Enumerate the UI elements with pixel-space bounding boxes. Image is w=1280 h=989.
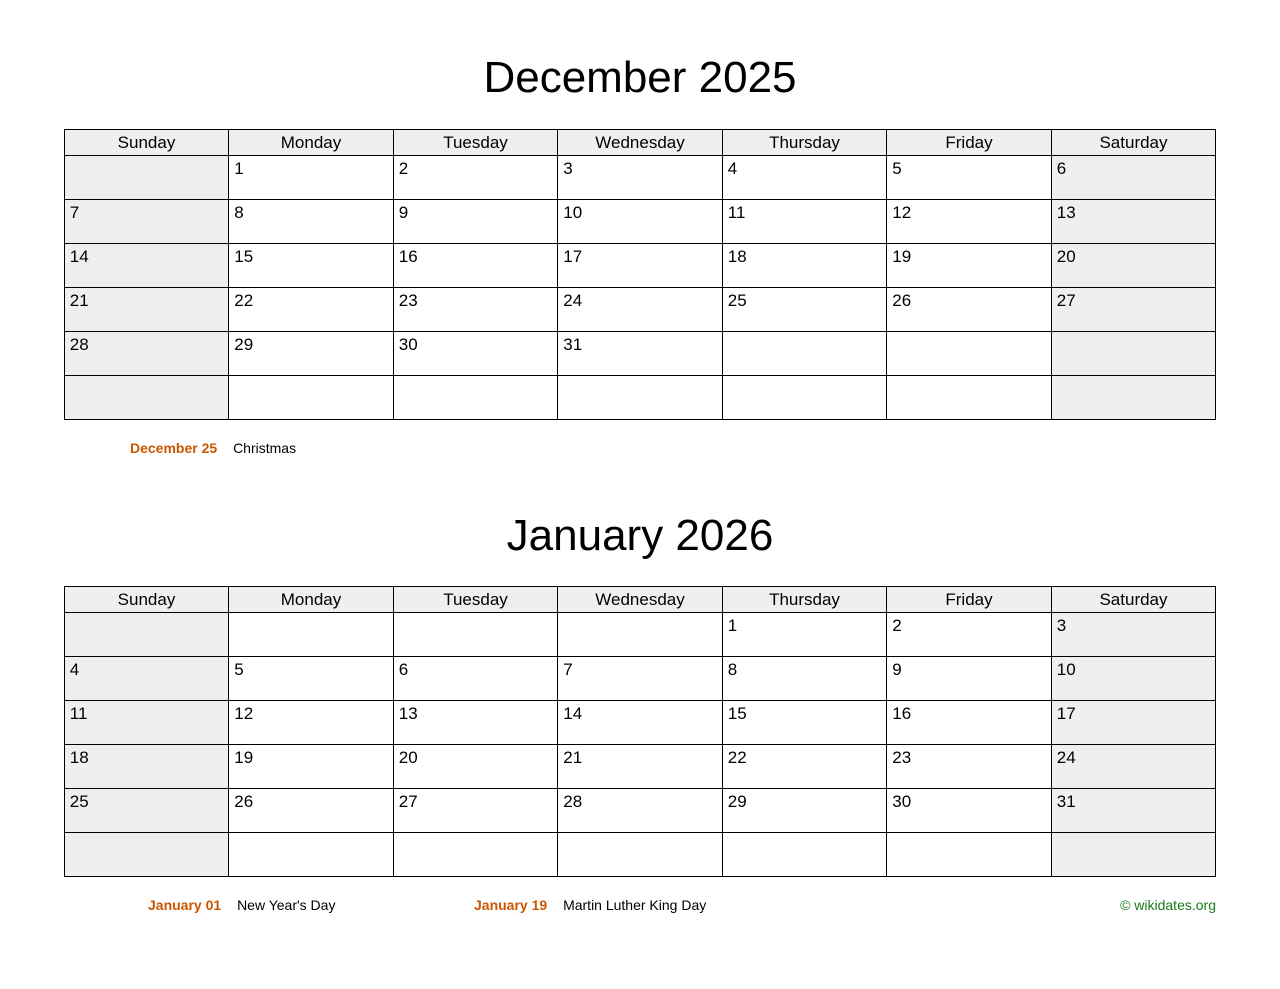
calendar-week-row [64,833,1216,877]
day-number: 1 [727,616,738,635]
day-cell[interactable] [64,613,229,657]
day-number: 30 [892,792,912,811]
day-cell[interactable] [64,833,229,877]
day-cell[interactable] [558,745,723,789]
day-number: 9 [892,660,902,679]
day-cell[interactable] [558,200,723,244]
weekday-header-saturday: Saturday [1051,587,1216,613]
day-cell[interactable] [558,332,723,376]
day-number: 11 [727,203,746,222]
day-number: 14 [69,247,89,266]
day-cell[interactable] [64,200,229,244]
day-cell[interactable] [887,701,1052,745]
day-number: 3 [1056,616,1067,635]
day-cell[interactable] [229,745,394,789]
calendar-week-row [64,332,1216,376]
weekday-header-friday: Friday [887,130,1052,156]
weekday-header-friday: Friday [887,587,1052,613]
day-cell[interactable] [393,200,558,244]
day-cell[interactable] [393,244,558,288]
day-cell[interactable] [722,332,887,376]
day-number: 8 [727,660,738,679]
day-cell[interactable] [1051,200,1216,244]
day-number: 19 [234,748,254,767]
month-title-january: January 2026 [506,511,774,560]
weekday-header-sunday: Sunday [64,130,229,156]
day-cell[interactable] [1051,657,1216,701]
day-number: 14 [563,704,583,723]
day-cell[interactable] [1051,376,1216,420]
calendar-week-row [64,701,1216,745]
holiday-list-december [64,420,1216,462]
day-cell[interactable] [887,200,1052,244]
day-number: 15 [234,247,254,266]
day-number: 13 [398,704,418,723]
day-cell[interactable] [558,833,723,877]
day-number: 12 [234,704,254,723]
weekday-header-tuesday: Tuesday [393,130,558,156]
day-cell[interactable] [64,288,229,332]
day-number: 5 [234,660,244,679]
calendar-week-row [64,200,1216,244]
day-cell[interactable] [64,376,229,420]
holiday-item [148,897,335,913]
calendar-grid-january [64,586,1217,877]
site-credit[interactable]: © wikidates.org [1120,897,1216,913]
day-cell[interactable] [1051,745,1216,789]
weekday-header-tuesday: Tuesday [393,587,558,613]
day-number: 7 [69,203,80,222]
day-number: 23 [398,291,418,310]
weekday-header-monday: Monday [229,130,394,156]
day-cell[interactable] [722,613,887,657]
day-cell[interactable] [1051,613,1216,657]
day-cell[interactable] [393,833,558,877]
day-number: 8 [234,203,244,222]
day-cell[interactable] [887,156,1052,200]
day-number: 28 [69,335,89,354]
day-number: 30 [398,335,418,354]
day-cell[interactable] [887,332,1052,376]
weekday-header-row [64,587,1216,613]
day-cell[interactable] [229,156,394,200]
day-number: 11 [69,704,88,723]
day-cell[interactable] [393,657,558,701]
day-number: 6 [398,660,409,679]
day-number: 29 [234,335,254,354]
day-cell[interactable] [722,789,887,833]
day-cell[interactable] [1051,701,1216,745]
day-number: 2 [892,616,902,635]
holiday-date: January 01 [148,897,222,913]
day-number: 3 [563,159,573,178]
day-cell[interactable] [1051,332,1216,376]
weekday-header-sunday: Sunday [64,587,229,613]
day-cell[interactable] [229,200,394,244]
day-number: 6 [1056,159,1067,178]
day-number: 18 [69,748,89,767]
day-number: 2 [398,159,409,178]
day-cell[interactable] [393,701,558,745]
day-cell[interactable] [558,657,723,701]
day-cell[interactable] [722,288,887,332]
day-number: 28 [563,792,583,811]
day-number: 5 [892,159,902,178]
day-cell[interactable] [887,376,1052,420]
day-cell[interactable] [722,244,887,288]
day-number: 1 [234,159,244,178]
day-cell[interactable] [393,789,558,833]
day-number: 19 [892,247,912,266]
day-cell[interactable] [229,701,394,745]
holiday-date: January 19 [474,897,548,913]
day-cell[interactable] [64,244,229,288]
day-cell[interactable] [558,701,723,745]
month-block-december [0,0,1280,462]
calendar-week-row [64,244,1216,288]
day-number: 23 [892,748,912,767]
holiday-name: New Year's Day [237,897,336,913]
day-cell[interactable] [558,156,723,200]
holiday-date: December 25 [130,440,218,456]
day-cell[interactable] [722,156,887,200]
day-cell[interactable] [393,156,558,200]
day-cell[interactable] [229,657,394,701]
day-number: 21 [563,748,583,767]
day-number: 27 [398,792,418,811]
day-number: 15 [727,704,747,723]
weekday-header-thursday: Thursday [722,130,887,156]
day-cell[interactable] [229,376,394,420]
day-cell[interactable] [64,156,229,200]
day-cell[interactable] [1051,244,1216,288]
day-number: 22 [234,291,254,310]
day-number: 9 [398,203,409,222]
day-cell[interactable] [887,745,1052,789]
day-number: 17 [1056,704,1076,723]
day-cell[interactable] [393,613,558,657]
calendar-week-row [64,745,1216,789]
weekday-header-wednesday: Wednesday [558,587,723,613]
day-cell[interactable] [722,833,887,877]
day-cell[interactable] [64,332,229,376]
day-number: 12 [892,203,912,222]
day-cell[interactable] [393,376,558,420]
day-cell[interactable] [64,745,229,789]
day-number: 10 [1056,660,1076,679]
day-number: 21 [69,291,89,310]
day-number: 20 [398,748,418,767]
day-cell[interactable] [558,789,723,833]
calendar-week-row [64,613,1216,657]
day-cell[interactable] [229,789,394,833]
day-number: 26 [892,291,912,310]
weekday-header-wednesday: Wednesday [558,130,723,156]
day-cell[interactable] [722,200,887,244]
holiday-list-january [64,877,1216,919]
day-cell[interactable] [887,833,1052,877]
day-cell[interactable] [722,745,887,789]
weekday-header-saturday: Saturday [1051,130,1216,156]
day-cell[interactable] [64,789,229,833]
day-number: 13 [1056,203,1076,222]
day-cell[interactable] [558,288,723,332]
day-cell[interactable] [1051,833,1216,877]
day-number: 25 [727,291,747,310]
day-cell[interactable] [722,701,887,745]
day-number: 22 [727,748,747,767]
day-cell[interactable] [393,745,558,789]
day-cell[interactable] [393,288,558,332]
day-cell[interactable] [229,244,394,288]
day-number: 16 [892,704,912,723]
month-block-january [0,462,1280,919]
day-cell[interactable] [229,613,394,657]
calendar-week-row [64,657,1216,701]
day-cell[interactable] [887,244,1052,288]
day-cell[interactable] [558,613,723,657]
day-number: 20 [1056,247,1076,266]
day-number: 24 [563,291,583,310]
day-cell[interactable] [887,789,1052,833]
day-number: 31 [1056,792,1076,811]
day-cell[interactable] [1051,288,1216,332]
day-number: 31 [563,335,583,354]
day-number: 29 [727,792,747,811]
day-number: 7 [563,660,573,679]
calendar-grid-december [64,129,1217,420]
day-cell[interactable] [887,657,1052,701]
day-number: 10 [563,203,583,222]
calendar-week-row [64,376,1216,420]
day-number: 16 [398,247,418,266]
day-cell[interactable] [558,376,723,420]
day-cell[interactable] [64,657,229,701]
holiday-name: Christmas [233,440,297,456]
day-cell[interactable] [722,376,887,420]
day-number: 26 [234,792,254,811]
day-number: 27 [1056,291,1076,310]
day-cell[interactable] [558,244,723,288]
holiday-item [130,440,296,456]
day-cell[interactable] [887,288,1052,332]
day-cell[interactable] [64,701,229,745]
day-cell[interactable] [1051,789,1216,833]
day-cell[interactable] [722,657,887,701]
day-cell[interactable] [393,332,558,376]
holiday-name: Martin Luther King Day [563,897,707,913]
day-cell[interactable] [229,332,394,376]
day-number: 4 [69,660,80,679]
day-cell[interactable] [229,288,394,332]
month-title-december: December 2025 [483,53,797,102]
holiday-item [474,897,706,913]
weekday-header-row [64,130,1216,156]
weekday-header-thursday: Thursday [722,587,887,613]
day-cell[interactable] [1051,156,1216,200]
day-number: 18 [727,247,747,266]
day-number: 25 [69,792,89,811]
day-number: 24 [1056,748,1076,767]
day-cell[interactable] [229,833,394,877]
day-cell[interactable] [887,613,1052,657]
weekday-header-monday: Monday [229,587,394,613]
calendar-week-row [64,789,1216,833]
calendar-week-row [64,156,1216,200]
day-number: 4 [727,159,738,178]
calendar-week-row [64,288,1216,332]
day-number: 17 [563,247,583,266]
